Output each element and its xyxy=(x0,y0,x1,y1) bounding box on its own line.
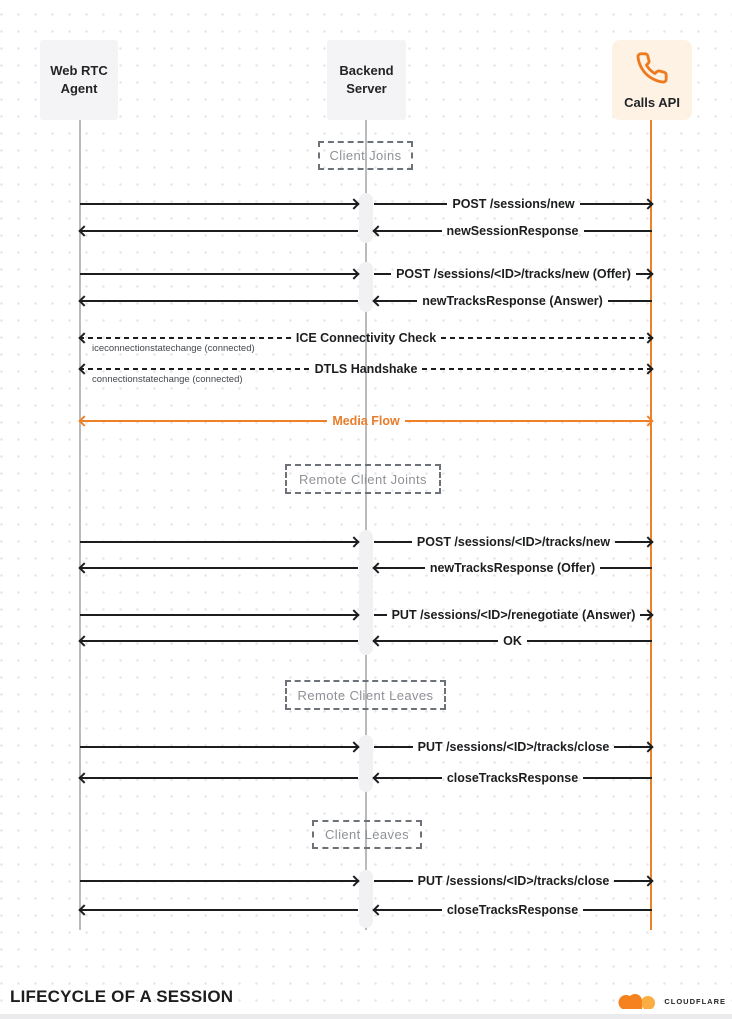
arrow-bidirectional-media xyxy=(80,414,652,428)
actor-label: Calls API xyxy=(624,95,680,110)
arrowhead-right-icon xyxy=(642,415,653,426)
arrow-calls-to-backend xyxy=(374,561,652,575)
phase-label: Client Leaves xyxy=(325,827,409,842)
arrow-line xyxy=(79,300,358,302)
actor-web-rtc-agent xyxy=(40,40,118,120)
arrow-agent-to-backend xyxy=(80,740,358,754)
arrow-agent-to-backend xyxy=(80,267,358,281)
arrow-backend-to-agent xyxy=(80,561,358,575)
arrow-line xyxy=(79,230,358,232)
lifeline-calls-api xyxy=(650,120,652,930)
arrowhead-left-icon xyxy=(372,772,383,783)
arrow-calls-to-backend xyxy=(374,294,652,308)
arrow-backend-to-agent xyxy=(80,634,358,648)
arrow-line xyxy=(583,909,652,911)
arrow-line xyxy=(374,746,413,748)
event-note: connectionstatechange (connected) xyxy=(92,374,243,385)
actor-calls-api xyxy=(612,40,692,120)
arrow-line xyxy=(374,614,387,616)
message-label: closeTracksResponse xyxy=(446,771,579,785)
lifeline-web-rtc-agent xyxy=(79,120,81,930)
arrow-line xyxy=(80,880,359,882)
arrowhead-left-icon xyxy=(78,363,89,374)
arrow-backend-to-agent xyxy=(80,771,358,785)
arrow-line xyxy=(79,567,358,569)
arrow-line xyxy=(374,203,447,205)
cloudflare-wordmark: CLOUDFLARE xyxy=(664,996,726,1006)
phase-label: Remote Client Leaves xyxy=(297,687,434,703)
phase-label: Remote Client Joints xyxy=(299,471,427,487)
actor-label: Server xyxy=(346,81,387,96)
arrow-line xyxy=(373,640,498,642)
cloudflare-cloud-icon xyxy=(614,993,660,1009)
arrow-calls-to-backend xyxy=(374,634,652,648)
arrowhead-left-icon xyxy=(78,904,89,915)
message-label: DTLS Handshake xyxy=(314,362,418,376)
arrowhead-right-icon xyxy=(348,268,359,279)
arrow-line xyxy=(80,614,359,616)
arrowhead-right-icon xyxy=(348,875,359,886)
arrow-line xyxy=(422,368,653,371)
page-title: LIFECYCLE OF A SESSION xyxy=(10,987,234,1006)
phase-client-joins xyxy=(318,141,413,170)
activation-bar xyxy=(359,262,373,312)
arrow-line xyxy=(79,368,310,371)
cloudflare-logo xyxy=(614,993,726,1009)
arrowhead-left-icon xyxy=(78,295,89,306)
arrow-line xyxy=(600,567,652,569)
message-label: OK xyxy=(503,634,522,648)
message-label: ICE Connectivity Check xyxy=(295,331,437,345)
message-label: Media Flow xyxy=(332,414,400,428)
arrowhead-right-icon xyxy=(348,609,359,620)
arrow-agent-to-backend xyxy=(80,874,358,888)
phone-icon xyxy=(635,51,669,85)
arrowhead-left-icon xyxy=(78,225,89,236)
arrowhead-right-icon xyxy=(348,198,359,209)
arrow-line xyxy=(80,746,359,748)
arrow-line xyxy=(374,273,391,275)
actor-label: Agent xyxy=(60,81,98,96)
event-note: iceconnectionstatechange (connected) xyxy=(92,343,255,354)
message-label: POST /sessions/<ID>/tracks/new xyxy=(416,535,611,549)
arrow-calls-to-backend xyxy=(374,224,652,238)
arrowhead-right-icon xyxy=(642,268,653,279)
arrowhead-right-icon xyxy=(642,875,653,886)
arrow-line xyxy=(80,273,359,275)
arrow-line xyxy=(79,777,358,779)
arrowhead-left-icon xyxy=(78,772,89,783)
arrowhead-left-icon xyxy=(372,225,383,236)
arrowhead-right-icon xyxy=(348,536,359,547)
arrowhead-right-icon xyxy=(642,198,653,209)
arrow-backend-to-calls xyxy=(374,535,652,549)
arrowhead-right-icon xyxy=(642,609,653,620)
arrow-line xyxy=(374,880,413,882)
actor-label: Backend xyxy=(339,63,394,79)
arrow-backend-to-agent xyxy=(80,903,358,917)
arrow-agent-to-backend xyxy=(80,197,358,211)
activation-bar xyxy=(359,530,373,655)
arrowhead-right-icon xyxy=(642,741,653,752)
actor-backend-server xyxy=(327,40,406,120)
arrowhead-right-icon xyxy=(642,332,653,343)
activation-bar xyxy=(359,735,373,792)
arrowhead-left-icon xyxy=(78,562,89,573)
phase-client-leaves xyxy=(312,820,422,849)
arrow-line xyxy=(608,300,652,302)
arrow-backend-to-calls xyxy=(374,874,652,888)
message-label: PUT /sessions/<ID>/tracks/close xyxy=(417,874,610,888)
phase-label: Client Joins xyxy=(329,148,402,163)
arrow-line xyxy=(441,337,653,340)
arrow-backend-to-calls xyxy=(374,197,652,211)
arrow-line xyxy=(374,541,412,543)
message-label: PUT /sessions/<ID>/renegotiate (Answer) xyxy=(391,608,636,622)
arrowhead-left-icon xyxy=(372,904,383,915)
message-label: closeTracksResponse xyxy=(446,903,579,917)
arrowhead-left-icon xyxy=(372,562,383,573)
arrow-line xyxy=(79,420,327,422)
arrow-line xyxy=(584,230,653,232)
phase-remote-client-leaves xyxy=(285,680,446,710)
arrow-calls-to-backend xyxy=(374,903,652,917)
arrow-line xyxy=(79,909,358,911)
arrowhead-left-icon xyxy=(372,295,383,306)
arrow-line xyxy=(527,640,652,642)
arrow-line xyxy=(79,640,358,642)
activation-bar xyxy=(359,193,373,243)
arrow-agent-to-backend xyxy=(80,608,358,622)
arrow-line xyxy=(79,337,291,340)
arrowhead-left-icon xyxy=(78,635,89,646)
message-label: newSessionResponse xyxy=(446,224,579,238)
arrow-line xyxy=(583,777,652,779)
arrow-backend-to-calls xyxy=(374,740,652,754)
arrowhead-right-icon xyxy=(348,741,359,752)
message-label: newTracksResponse (Answer) xyxy=(422,294,603,308)
arrow-backend-to-agent xyxy=(80,294,358,308)
arrow-line xyxy=(80,203,359,205)
bottom-edge xyxy=(0,1014,732,1019)
arrow-backend-to-calls xyxy=(374,267,652,281)
message-label: newTracksResponse (Offer) xyxy=(429,561,596,575)
activation-bar xyxy=(359,870,373,928)
arrow-line xyxy=(405,420,653,422)
arrow-agent-to-backend xyxy=(80,535,358,549)
actor-label: Web RTC xyxy=(50,63,108,79)
message-label: POST /sessions/<ID>/tracks/new (Offer) xyxy=(396,267,631,281)
message-label: PUT /sessions/<ID>/tracks/close xyxy=(417,740,610,754)
arrow-backend-to-calls xyxy=(374,608,652,622)
arrow-line xyxy=(80,541,359,543)
arrowhead-left-icon xyxy=(78,332,89,343)
phase-remote-client-joins xyxy=(285,464,441,494)
arrowhead-left-icon xyxy=(78,415,89,426)
arrowhead-left-icon xyxy=(372,635,383,646)
arrowhead-right-icon xyxy=(642,363,653,374)
arrow-calls-to-backend xyxy=(374,771,652,785)
arrow-backend-to-agent xyxy=(80,224,358,238)
message-label: POST /sessions/new xyxy=(452,197,575,211)
arrowhead-right-icon xyxy=(642,536,653,547)
